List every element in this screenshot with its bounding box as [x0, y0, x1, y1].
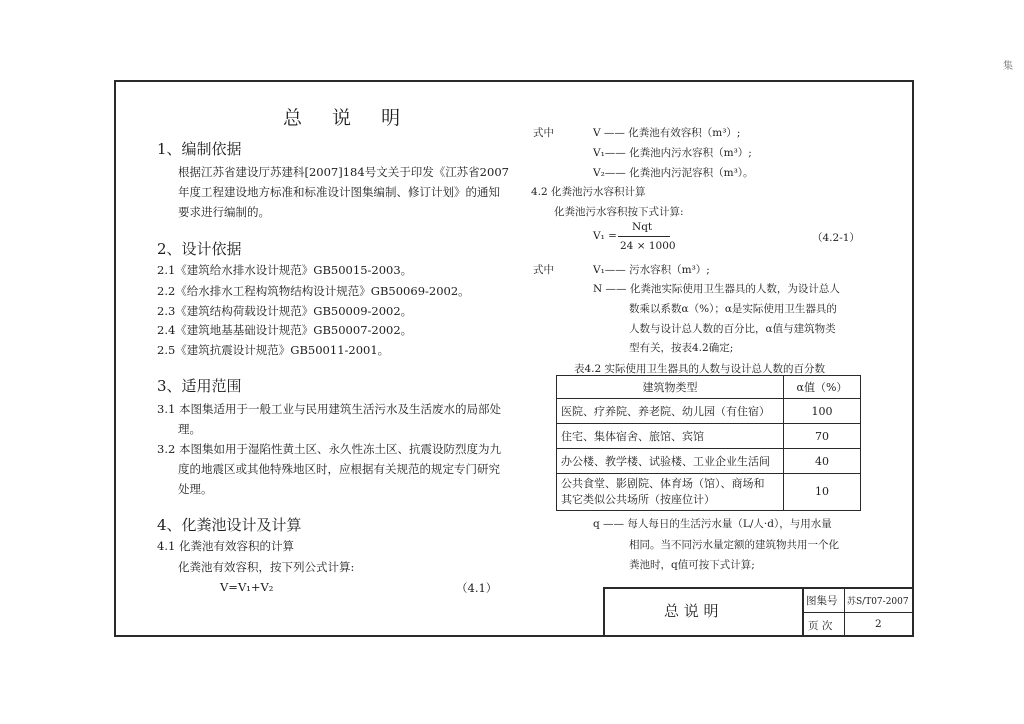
- section-1-line: 年度工程建设地方标准和标准设计图集编制、修订计划》的通知: [178, 185, 500, 199]
- section-2-item: 2.5《建筑抗震设计规范》GB50011-2001。: [157, 343, 390, 357]
- atlas-number-label: 图集号: [806, 595, 838, 607]
- definition-line: 粪池时，q值可按下式计算;: [629, 559, 755, 571]
- where-label: 式中: [533, 264, 554, 276]
- table-cell: 70: [784, 424, 861, 449]
- section-2-heading: 2、设计依据: [157, 240, 242, 258]
- section-2-item: 2.3《建筑结构荷载设计规范》GB50009-2002。: [157, 304, 413, 318]
- alpha-table: [556, 375, 861, 511]
- definition-line: V₁—— 污水容积（m³）;: [593, 264, 710, 276]
- definition-line: N —— 化粪池实际使用卫生器具的人数，为设计总人: [593, 283, 840, 295]
- title-block-divider: [802, 612, 914, 613]
- table-cell: 医院、疗养院、养老院、幼儿园（有住宿）: [557, 399, 784, 424]
- section-3-line: 3.2 本图集如用于湿陷性黄土区、永久性冻土区、抗震设防烈度为九: [157, 442, 501, 456]
- section-2-item: 2.1《建筑给水排水设计规范》GB50015-2003。: [157, 263, 413, 277]
- section-1-heading: 1、编制依据: [157, 140, 242, 158]
- page-number: 2: [875, 618, 882, 630]
- table-row: [557, 424, 861, 449]
- table-cell: 办公楼、教学楼、试验楼、工业企业生活间: [557, 449, 784, 474]
- formula-4-2-numerator: Nqt: [632, 221, 653, 233]
- corner-mark: 集: [1003, 61, 1013, 72]
- table-caption: 表4.2 实际使用卫生器具的人数与设计总人数的百分数: [574, 363, 826, 375]
- section-1-line: 要求进行编制的。: [178, 205, 270, 219]
- definition-line: 数乘以系数α（%）；α是实际使用卫生器具的: [629, 303, 837, 315]
- definition-line: 相同。当不同污水量定额的建筑物共用一个化: [629, 539, 839, 551]
- table-row: [557, 399, 861, 424]
- section-3-line: 理。: [178, 422, 201, 436]
- section-3-heading: 3、适用范围: [157, 377, 242, 395]
- formula-4-1: V=V₁+V₂: [220, 580, 274, 594]
- section-3-line: 3.1 本图集适用于一般工业与民用建筑生活污水及生活废水的局部处: [157, 402, 501, 416]
- table-cell: 100: [784, 399, 861, 424]
- table-row: [557, 449, 861, 474]
- section-2-item: 2.2《给水排水工程构筑物结构设计规范》GB50069-2002。: [157, 284, 470, 298]
- table-cell: 住宅、集体宿舍、旅馆、宾馆: [557, 424, 784, 449]
- atlas-number: 苏S/T07-2007: [847, 597, 909, 607]
- formula-4-2-lhs: V₁ =: [593, 230, 617, 242]
- definition-line: 人数与设计总人数的百分比，α值与建筑物类: [629, 323, 836, 335]
- table-cell: 10: [784, 474, 861, 511]
- formula-4-2-denominator: 24 × 1000: [620, 240, 676, 252]
- page-label: 页 次: [808, 620, 833, 632]
- section-4-2-heading: 4.2 化粪池污水容积计算: [531, 186, 646, 198]
- section-2-item: 2.4《建筑地基基础设计规范》GB50007-2002。: [157, 323, 413, 337]
- section-4-1-text: 化粪池有效容积，按下列公式计算:: [178, 560, 355, 574]
- section-3-line: 处理。: [178, 482, 213, 496]
- definition-line: V₂—— 化粪池内污泥容积（m³）。: [593, 167, 754, 179]
- section-4-heading: 4、化粪池设计及计算: [157, 516, 302, 534]
- section-1-line: 根据江苏省建设厅苏建科[2007]184号文关于印发《江苏省2007: [178, 165, 509, 179]
- table-header: α值（%）: [784, 376, 861, 399]
- title-block-title: 总 说 明: [664, 602, 719, 620]
- table-cell: 公共食堂、影剧院、体育场（馆）、商场和 其它类似公共场所（按座位计）: [557, 474, 784, 511]
- section-4-1-heading: 4.1 化粪池有效容积的计算: [157, 539, 294, 553]
- definition-line: 型有关，按表4.2确定;: [629, 342, 734, 354]
- definition-line: q —— 每人每日的生活污水量（L/人·d），与用水量: [593, 518, 832, 530]
- page-title: 总 说 明: [283, 107, 413, 129]
- section-4-2-text: 化粪池污水容积按下式计算:: [554, 206, 684, 218]
- table-row: [557, 474, 861, 511]
- fraction-bar: [618, 236, 670, 237]
- table-header: 建筑物类型: [557, 376, 784, 399]
- table-cell: 40: [784, 449, 861, 474]
- definition-line: V₁—— 化粪池内污水容积（m³）;: [593, 147, 752, 159]
- section-3-line: 度的地震区或其他特殊地区时，应根据有关规范的规定专门研究: [178, 462, 500, 476]
- formula-4-2-number: （4.2-1）: [812, 232, 860, 244]
- definition-line: V —— 化粪池有效容积（m³）;: [593, 127, 741, 139]
- where-label: 式中: [533, 127, 554, 139]
- formula-4-1-number: （4.1）: [456, 581, 498, 595]
